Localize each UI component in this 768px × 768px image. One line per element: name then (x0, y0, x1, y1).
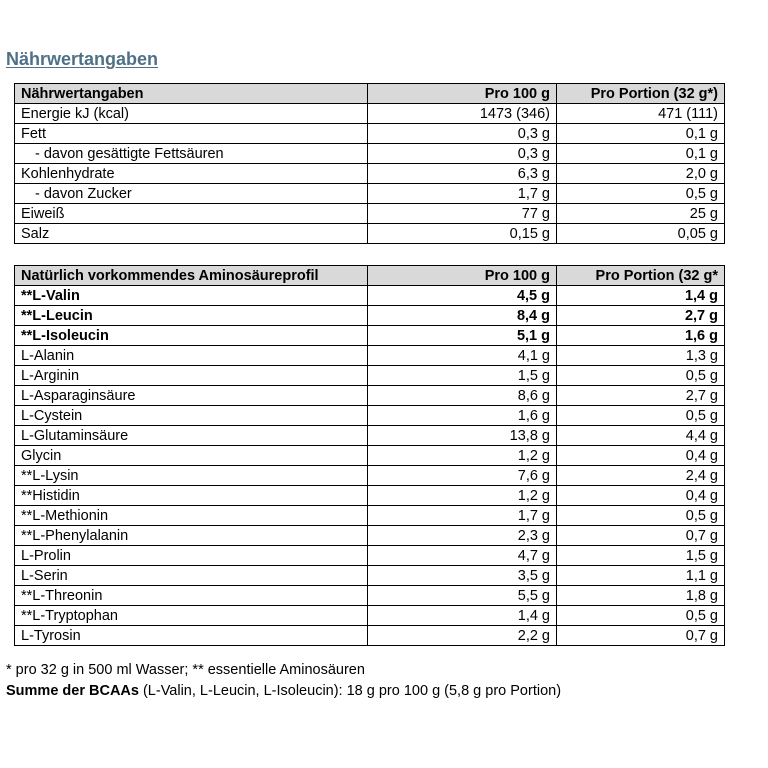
amino-portion-cell: 1,5 g (557, 546, 725, 566)
amino-row (15, 446, 725, 466)
nutrition-portion-cell: 0,1 g (557, 144, 725, 164)
amino-label-cell: L-Tyrosin (15, 626, 368, 646)
nutrition-per100-cell: 6,3 g (368, 164, 557, 184)
amino-row (15, 506, 725, 526)
footnote-bcaa (6, 683, 561, 699)
amino-per100-cell: 1,5 g (368, 366, 557, 386)
amino-per100-cell: 4,1 g (368, 346, 557, 366)
amino-header-per100: Pro 100 g (368, 266, 557, 286)
amino-per100-cell: 5,1 g (368, 326, 557, 346)
amino-portion-cell: 0,5 g (557, 406, 725, 426)
amino-portion-cell: 0,7 g (557, 626, 725, 646)
nutrition-per100-cell: 0,15 g (368, 224, 557, 244)
amino-label-cell: L-Cystein (15, 406, 368, 426)
nutrition-portion-cell: 0,1 g (557, 124, 725, 144)
amino-portion-cell: 0,7 g (557, 526, 725, 546)
amino-portion-cell: 0,5 g (557, 506, 725, 526)
nutrition-label-cell: Kohlenhydrate (15, 164, 368, 184)
amino-row (15, 386, 725, 406)
amino-label-cell: **L-Leucin (15, 306, 368, 326)
amino-row (15, 366, 725, 386)
amino-per100-cell: 8,6 g (368, 386, 557, 406)
nutrition-per100-cell: 0,3 g (368, 124, 557, 144)
nutrition-portion-cell: 0,5 g (557, 184, 725, 204)
amino-per100-cell: 7,6 g (368, 466, 557, 486)
amino-label-cell: **L-Lysin (15, 466, 368, 486)
amino-per100-cell: 2,3 g (368, 526, 557, 546)
page-title: Nährwertangaben (6, 49, 159, 69)
amino-label-cell: L-Alanin (15, 346, 368, 366)
amino-label-cell: L-Glutaminsäure (15, 426, 368, 446)
nutrition-header-row (15, 84, 725, 104)
nutrition-header-portion: Pro Portion (32 g*) (557, 84, 725, 104)
amino-per100-cell: 1,4 g (368, 606, 557, 626)
amino-per100-cell: 8,4 g (368, 306, 557, 326)
amino-per100-cell: 4,7 g (368, 546, 557, 566)
amino-portion-cell: 2,7 g (557, 306, 725, 326)
amino-per100-cell: 13,8 g (368, 426, 557, 446)
amino-portion-cell: 1,1 g (557, 566, 725, 586)
amino-row (15, 626, 725, 646)
nutrition-row (15, 144, 725, 164)
amino-label-cell: L-Asparaginsäure (15, 386, 368, 406)
amino-row (15, 346, 725, 366)
nutrition-portion-cell: 25 g (557, 204, 725, 224)
nutrition-per100-cell: 0,3 g (368, 144, 557, 164)
nutrition-label-cell: Salz (15, 224, 368, 244)
amino-body (15, 286, 725, 646)
amino-portion-cell: 0,4 g (557, 486, 725, 506)
nutrition-row (15, 184, 725, 204)
nutrition-per100-cell: 1,7 g (368, 184, 557, 204)
amino-header-portion: Pro Portion (32 g* (557, 266, 725, 286)
footnote-serving: * pro 32 g in 500 ml Wasser; ** essentielle Aminosäuren (6, 662, 365, 678)
amino-row (15, 426, 725, 446)
amino-row (15, 326, 725, 346)
amino-label-cell: **L-Tryptophan (15, 606, 368, 626)
nutrition-row (15, 104, 725, 124)
nutrition-label-cell: Eiweiß (15, 204, 368, 224)
nutrition-label-cell: Fett (15, 124, 368, 144)
nutrition-body (15, 104, 725, 244)
nutrition-portion-cell: 471 (111) (557, 104, 725, 124)
amino-label-cell: Glycin (15, 446, 368, 466)
footnote-bcaa-text: (L-Valin, L-Leucin, L-Isoleucin): 18 g pro 100 g (5,8 g pro Portion) (138, 683, 562, 699)
amino-row (15, 546, 725, 566)
amino-per100-cell: 1,2 g (368, 446, 557, 466)
amino-label-cell: **L-Methionin (15, 506, 368, 526)
amino-portion-cell: 0,4 g (557, 446, 725, 466)
nutrition-label-cell: Energie kJ (kcal) (15, 104, 368, 124)
nutrition-row (15, 164, 725, 184)
amino-portion-cell: 2,4 g (557, 466, 725, 486)
nutrition-row (15, 124, 725, 144)
amino-label-cell: L-Serin (15, 566, 368, 586)
amino-per100-cell: 1,6 g (368, 406, 557, 426)
amino-per100-cell: 4,5 g (368, 286, 557, 306)
amino-per100-cell: 1,7 g (368, 506, 557, 526)
amino-label-cell: **L-Phenylalanin (15, 526, 368, 546)
amino-portion-cell: 4,4 g (557, 426, 725, 446)
nutrition-per100-cell: 77 g (368, 204, 557, 224)
amino-label-cell: **L-Threonin (15, 586, 368, 606)
amino-row (15, 306, 725, 326)
footnote-bcaa-label: Summe der BCAAs (6, 683, 139, 699)
amino-row (15, 566, 725, 586)
amino-label-cell: **Histidin (15, 486, 368, 506)
nutrition-header-per100: Pro 100 g (368, 84, 557, 104)
amino-per100-cell: 2,2 g (368, 626, 557, 646)
nutrition-portion-cell: 0,05 g (557, 224, 725, 244)
amino-row (15, 406, 725, 426)
nutrition-row (15, 224, 725, 244)
amino-per100-cell: 3,5 g (368, 566, 557, 586)
nutrition-header-label: Nährwertangaben (15, 84, 368, 104)
nutrition-label-cell: - davon gesättigte Fettsäuren (15, 144, 368, 164)
amino-row (15, 526, 725, 546)
nutrition-table (14, 83, 725, 244)
amino-portion-cell: 0,5 g (557, 606, 725, 626)
amino-header-label: Natürlich vorkommendes Aminosäureprofil (15, 266, 368, 286)
amino-label-cell: **L-Isoleucin (15, 326, 368, 346)
amino-header-row (15, 266, 725, 286)
amino-acid-table (14, 265, 725, 646)
amino-per100-cell: 5,5 g (368, 586, 557, 606)
amino-row (15, 466, 725, 486)
amino-per100-cell: 1,2 g (368, 486, 557, 506)
amino-portion-cell: 0,5 g (557, 366, 725, 386)
amino-portion-cell: 1,8 g (557, 586, 725, 606)
nutrition-label-cell: - davon Zucker (15, 184, 368, 204)
amino-row (15, 586, 725, 606)
nutrition-portion-cell: 2,0 g (557, 164, 725, 184)
nutrition-per100-cell: 1473 (346) (368, 104, 557, 124)
amino-portion-cell: 1,6 g (557, 326, 725, 346)
amino-label-cell: **L-Valin (15, 286, 368, 306)
amino-portion-cell: 1,3 g (557, 346, 725, 366)
amino-row (15, 606, 725, 626)
amino-portion-cell: 2,7 g (557, 386, 725, 406)
amino-row (15, 486, 725, 506)
amino-label-cell: L-Prolin (15, 546, 368, 566)
amino-portion-cell: 1,4 g (557, 286, 725, 306)
amino-row (15, 286, 725, 306)
amino-label-cell: L-Arginin (15, 366, 368, 386)
nutrition-row (15, 204, 725, 224)
